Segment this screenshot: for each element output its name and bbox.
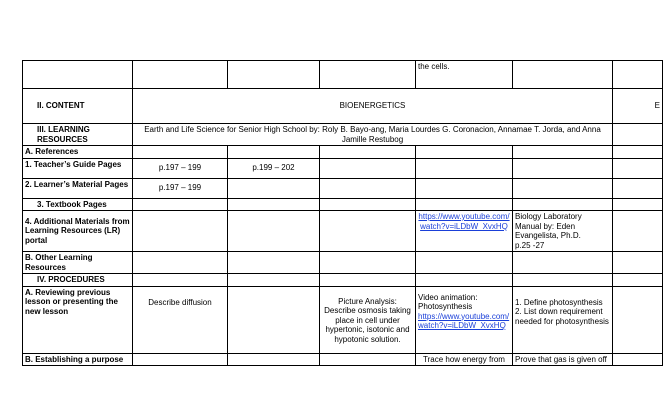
teachers-guide-v2: p.199 – 202 — [228, 158, 320, 178]
teachers-guide-cell-4 — [416, 158, 513, 178]
references-cell-6 — [613, 146, 663, 159]
purpose-cell-2 — [228, 353, 320, 366]
other-resources-row — [23, 252, 663, 274]
teachers-guide-v1: p.197 – 199 — [133, 158, 228, 178]
learning-resources-row — [23, 124, 663, 146]
textbook-label: 3. Textbook Pages — [23, 198, 133, 211]
lab-manual-pages: p.25 -27 — [515, 240, 545, 250]
reviewing-c1: Describe diffusion — [133, 286, 228, 353]
reviewing-label: A. Reviewing previous lesson or presenting the new lesson — [23, 286, 133, 353]
procedures-label: IV. PROCEDURES — [23, 274, 133, 287]
references-row — [23, 146, 663, 159]
additional-video-link[interactable] — [416, 211, 513, 252]
objective-2: 2. List down requirement needed for photosynthesis — [515, 307, 609, 326]
other-cell-3 — [320, 252, 416, 274]
top-cell-6 — [613, 61, 663, 89]
reviewing-cell-2 — [228, 286, 320, 353]
purpose-cell-1 — [133, 353, 228, 366]
other-cell-4 — [416, 252, 513, 274]
content-row — [23, 89, 663, 124]
top-cell-3 — [320, 61, 416, 89]
learning-resources-edge — [613, 124, 663, 146]
lesson-plan-table — [22, 60, 663, 366]
purpose-cell-6 — [613, 353, 663, 366]
procedures-cell-4 — [416, 274, 513, 287]
textbook-cell-6 — [613, 198, 663, 211]
other-cell-2 — [228, 252, 320, 274]
reviewing-c4 — [416, 286, 513, 353]
learners-material-cell-5 — [513, 178, 613, 198]
reviewing-c5 — [513, 286, 613, 353]
top-cell-1 — [133, 61, 228, 89]
reviewing-c3: Picture Analysis: Describe osmosis taking place in cell under hypertonic, isotonic and hypotonic solution. — [320, 286, 416, 353]
learning-resources-label: III. LEARNING RESOURCES — [23, 124, 133, 146]
learners-material-row — [23, 178, 663, 198]
references-cell-3 — [320, 146, 416, 159]
procedures-cell-1 — [133, 274, 228, 287]
other-cell-6 — [613, 252, 663, 274]
references-cell-2 — [228, 146, 320, 159]
learners-material-label: 2. Learner’s Material Pages — [23, 178, 133, 198]
video-link-text[interactable]: https://www.youtube.com/watch?v=iLDbW_XvxHQ — [418, 212, 510, 231]
references-cell-1 — [133, 146, 228, 159]
content-edge: E — [613, 89, 663, 124]
top-label-cell — [23, 61, 133, 89]
video-animation-text: Video animation: Photosynthesis — [418, 292, 478, 311]
other-cell-1 — [133, 252, 228, 274]
references-label: A. References — [23, 146, 133, 159]
additional-materials-row — [23, 211, 663, 252]
video-animation-link[interactable]: https://www.youtube.com/watch?v=iLDbW_XvxHQ — [418, 311, 510, 330]
procedures-row — [23, 274, 663, 287]
teachers-guide-cell-6 — [613, 158, 663, 178]
teachers-guide-label: 1. Teacher’s Guide Pages — [23, 158, 133, 178]
procedures-cell-5 — [513, 274, 613, 287]
top-cell-2 — [228, 61, 320, 89]
teachers-guide-cell-5 — [513, 158, 613, 178]
references-cell-5 — [513, 146, 613, 159]
top-row — [23, 61, 663, 89]
learners-material-cell-6 — [613, 178, 663, 198]
teachers-guide-cell-3 — [320, 158, 416, 178]
procedures-cell-6 — [613, 274, 663, 287]
objective-1: 1. Define photosynthesis — [515, 297, 603, 307]
textbook-cell-4 — [416, 198, 513, 211]
content-label: II. CONTENT — [23, 89, 133, 124]
textbook-cell-5 — [513, 198, 613, 211]
teachers-guide-row — [23, 158, 663, 178]
reviewing-cell-6 — [613, 286, 663, 353]
other-cell-5 — [513, 252, 613, 274]
procedures-cell-2 — [228, 274, 320, 287]
reviewing-row — [23, 286, 663, 353]
top-cell-5 — [513, 61, 613, 89]
references-cell-4 — [416, 146, 513, 159]
additional-cell-3 — [320, 211, 416, 252]
top-cell-4: the cells. — [416, 61, 513, 89]
textbook-cell-1 — [133, 198, 228, 211]
other-resources-label: B. Other Learning Resources — [23, 252, 133, 274]
lab-manual-text: Biology Laboratory Manual by: Eden Evangelista, Ph.D. — [515, 212, 582, 240]
learners-material-cell-2 — [228, 178, 320, 198]
textbook-row — [23, 198, 663, 211]
lab-manual-cell — [513, 211, 613, 252]
additional-materials-label: 4. Additional Materials from Learning Resources (LR) portal — [23, 211, 133, 252]
additional-cell-6 — [613, 211, 663, 252]
textbook-cell-2 — [228, 198, 320, 211]
purpose-cell-3 — [320, 353, 416, 366]
procedures-cell-3 — [320, 274, 416, 287]
learners-material-cell-3 — [320, 178, 416, 198]
textbook-cell-3 — [320, 198, 416, 211]
learners-material-cell-4 — [416, 178, 513, 198]
additional-cell-1 — [133, 211, 228, 252]
learning-resources-text: Earth and Life Science for Senior High School by: Roly B. Bayo-ang, Maria Lourdes G. Coronacion, Annamae T. Jorda, and Anna Jamille Restubog — [133, 124, 613, 146]
purpose-c5: Prove that gas is given off — [513, 353, 613, 366]
learners-material-v1: p.197 – 199 — [133, 178, 228, 198]
additional-cell-2 — [228, 211, 320, 252]
content-title: BIOENERGETICS — [133, 89, 613, 124]
purpose-label: B. Establishing a purpose — [23, 353, 133, 366]
purpose-row — [23, 353, 663, 366]
purpose-c4: Trace how energy from — [416, 353, 513, 366]
